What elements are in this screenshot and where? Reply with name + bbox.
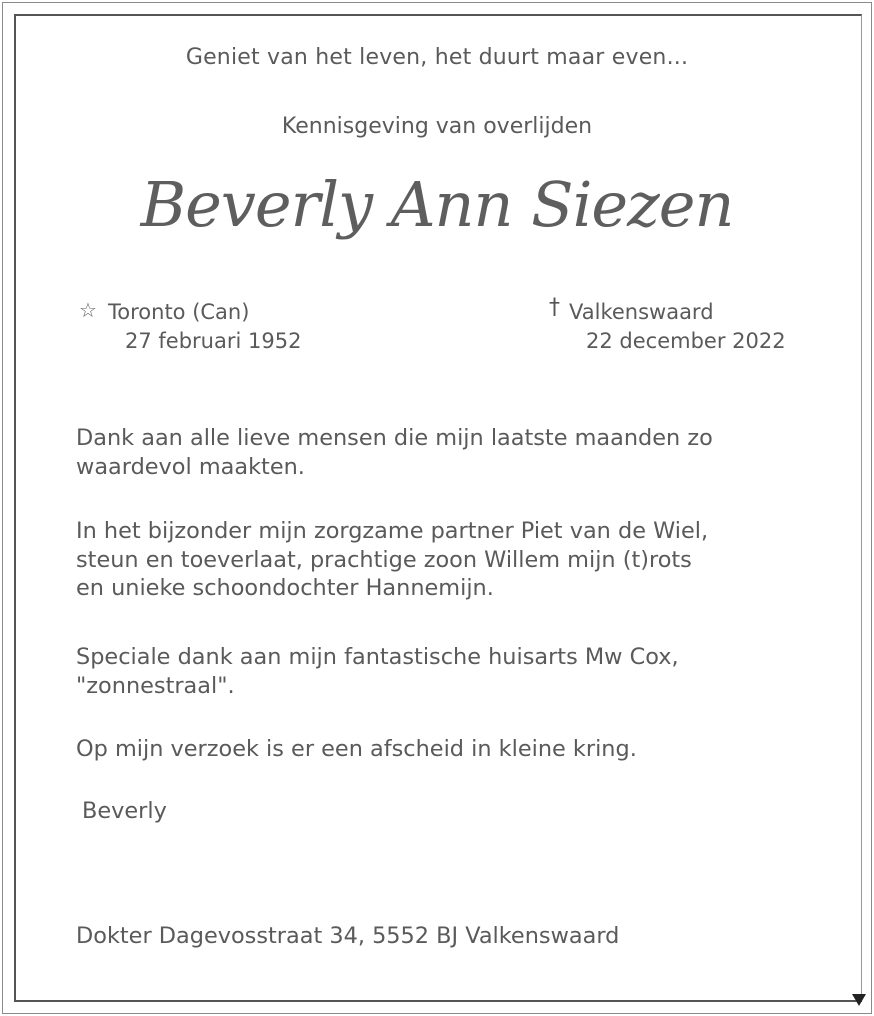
- text-line: Speciale dank aan mijn fantastische huisarts Mw Cox,: [76, 644, 679, 670]
- star-icon: ☆: [79, 298, 97, 322]
- text-line: Op mijn verzoek is er een afscheid in kleine kring.: [76, 736, 637, 762]
- cross-icon: †: [549, 295, 560, 320]
- text-line: steun en toeverlaat, prachtige zoon Willem mijn (t)rots: [76, 546, 692, 573]
- text-line: Dank aan alle lieve mensen die mijn laatste maanden zo: [76, 425, 713, 451]
- address: Dokter Dagevosstraat 34, 5552 BJ Valkenswaard: [76, 923, 620, 949]
- death-date: 22 december 2022: [586, 329, 786, 353]
- message-paragraph-4: [76, 735, 637, 764]
- message-paragraph-2: [76, 517, 708, 603]
- message-paragraph-1: [76, 424, 713, 481]
- notice-heading: Kennisgeving van overlijden: [281, 114, 593, 139]
- message-paragraph-3: [76, 643, 679, 700]
- signature: Beverly: [82, 798, 167, 824]
- birth-place: Toronto (Can): [108, 300, 250, 324]
- scroll-down-arrow-icon[interactable]: [852, 994, 866, 1006]
- birth-date: 27 februari 1952: [125, 329, 302, 353]
- text-line: In het bijzonder mijn zorgzame partner Piet van de Wiel,: [76, 518, 709, 544]
- deceased-name: Beverly Ann Siezen: [140, 168, 734, 241]
- notice-frame: [14, 14, 862, 1002]
- death-place: Valkenswaard: [569, 300, 714, 324]
- text-line: en unieke schoondochter Hannemijn.: [76, 575, 494, 601]
- text-line: waardevol maakten.: [76, 453, 305, 480]
- motto-text: Geniet van het leven, het duurt maar even...: [185, 45, 689, 70]
- text-line: "zonnestraal".: [76, 672, 235, 699]
